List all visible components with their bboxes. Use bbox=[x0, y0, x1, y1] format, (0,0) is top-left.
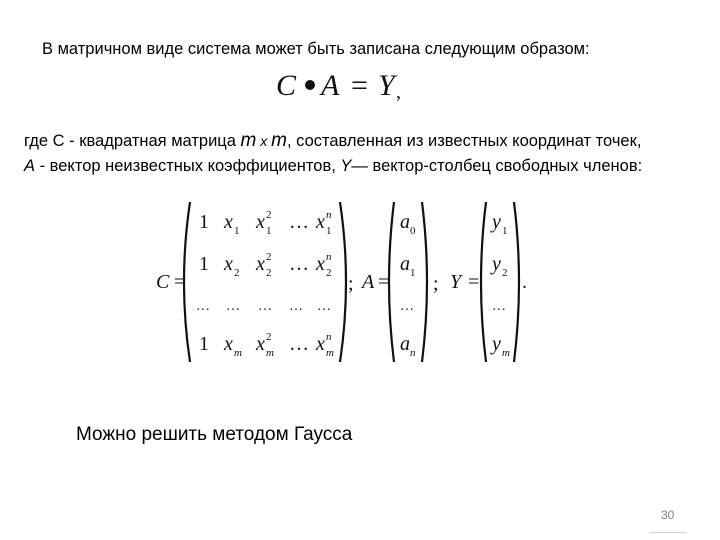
svg-text:a: a bbox=[400, 211, 410, 233]
svg-text:y: y bbox=[492, 253, 501, 275]
description-text: где С - квадратная матрица m x m, составленная из известных координат точек, A - вектор неизвестных коэффициентов, Y— вектор-столбец свободных членов: bbox=[24, 130, 643, 175]
svg-text:…: … bbox=[196, 299, 210, 314]
vector-y-symbol: Y bbox=[340, 157, 352, 175]
svg-text:2: 2 bbox=[266, 267, 272, 279]
page-number: 30 bbox=[661, 508, 675, 522]
svg-text:,: , bbox=[396, 81, 401, 103]
svg-text:0: 0 bbox=[410, 225, 416, 237]
svg-text:1: 1 bbox=[266, 225, 272, 237]
svg-text:=: = bbox=[174, 271, 186, 293]
matrices-image bbox=[150, 196, 540, 368]
svg-text:a: a bbox=[400, 253, 410, 275]
svg-text:2: 2 bbox=[326, 267, 332, 279]
svg-text:Y: Y bbox=[378, 69, 395, 102]
matrix-equation-image bbox=[276, 67, 416, 103]
svg-text:…: … bbox=[289, 299, 303, 314]
svg-text:Y: Y bbox=[450, 271, 462, 293]
svg-text:=: = bbox=[378, 271, 390, 293]
svg-text:1: 1 bbox=[502, 225, 508, 237]
svg-text:2: 2 bbox=[266, 209, 272, 221]
svg-text:.: . bbox=[522, 271, 527, 293]
svg-text:m: m bbox=[234, 347, 242, 359]
svg-text:=: = bbox=[468, 271, 480, 293]
svg-text:1: 1 bbox=[199, 333, 209, 355]
vector-a-symbol: A bbox=[24, 157, 36, 175]
svg-text:x: x bbox=[256, 211, 265, 233]
svg-text:A: A bbox=[362, 271, 375, 293]
svg-text:y: y bbox=[492, 333, 501, 355]
svg-text:x: x bbox=[256, 333, 265, 355]
svg-text:2: 2 bbox=[234, 267, 240, 279]
svg-text:;: ; bbox=[433, 273, 439, 295]
svg-text:y: y bbox=[492, 211, 501, 233]
svg-text:1: 1 bbox=[326, 225, 332, 237]
svg-text:…: … bbox=[258, 299, 272, 314]
gauss-method-text: Можно решить методом Гаусса bbox=[76, 424, 353, 445]
svg-text:1: 1 bbox=[234, 225, 240, 237]
svg-text:1: 1 bbox=[199, 211, 209, 233]
svg-text:2: 2 bbox=[502, 267, 508, 279]
svg-text:n: n bbox=[326, 331, 332, 343]
svg-text:a: a bbox=[400, 333, 410, 355]
svg-text:…: … bbox=[289, 211, 309, 233]
svg-text:…: … bbox=[226, 299, 240, 314]
svg-text:x: x bbox=[224, 211, 233, 233]
svg-text:n: n bbox=[410, 347, 416, 359]
svg-text:2: 2 bbox=[266, 251, 272, 263]
svg-text:A: A bbox=[321, 69, 340, 102]
svg-text:x: x bbox=[316, 333, 325, 355]
svg-text:x: x bbox=[316, 211, 325, 233]
svg-text:…: … bbox=[400, 299, 414, 314]
svg-text:C: C bbox=[156, 271, 170, 293]
svg-text:C: C bbox=[276, 69, 297, 102]
svg-text:…: … bbox=[289, 253, 309, 275]
matrix-size-m: m bbox=[271, 130, 287, 151]
svg-text:1: 1 bbox=[410, 267, 416, 279]
svg-text:x: x bbox=[224, 333, 233, 355]
svg-text:m: m bbox=[326, 347, 334, 359]
svg-text:x: x bbox=[316, 253, 325, 275]
svg-text:n: n bbox=[326, 251, 332, 263]
page-number-divider bbox=[650, 532, 686, 533]
svg-text:…: … bbox=[492, 299, 506, 314]
svg-text:x: x bbox=[224, 253, 233, 275]
svg-text:1: 1 bbox=[199, 253, 209, 275]
svg-text:x: x bbox=[256, 253, 265, 275]
matrix-size-m: m bbox=[240, 130, 257, 151]
svg-text:…: … bbox=[317, 299, 331, 314]
svg-text:n: n bbox=[326, 209, 332, 221]
svg-text:…: … bbox=[289, 333, 309, 355]
svg-text:=: = bbox=[351, 69, 368, 102]
svg-text:m: m bbox=[266, 347, 274, 359]
svg-text:m: m bbox=[502, 347, 510, 359]
intro-text: В матричном виде система может быть записана следующим образом: bbox=[42, 40, 590, 58]
svg-text:2: 2 bbox=[266, 331, 272, 343]
svg-text:;: ; bbox=[348, 273, 354, 295]
